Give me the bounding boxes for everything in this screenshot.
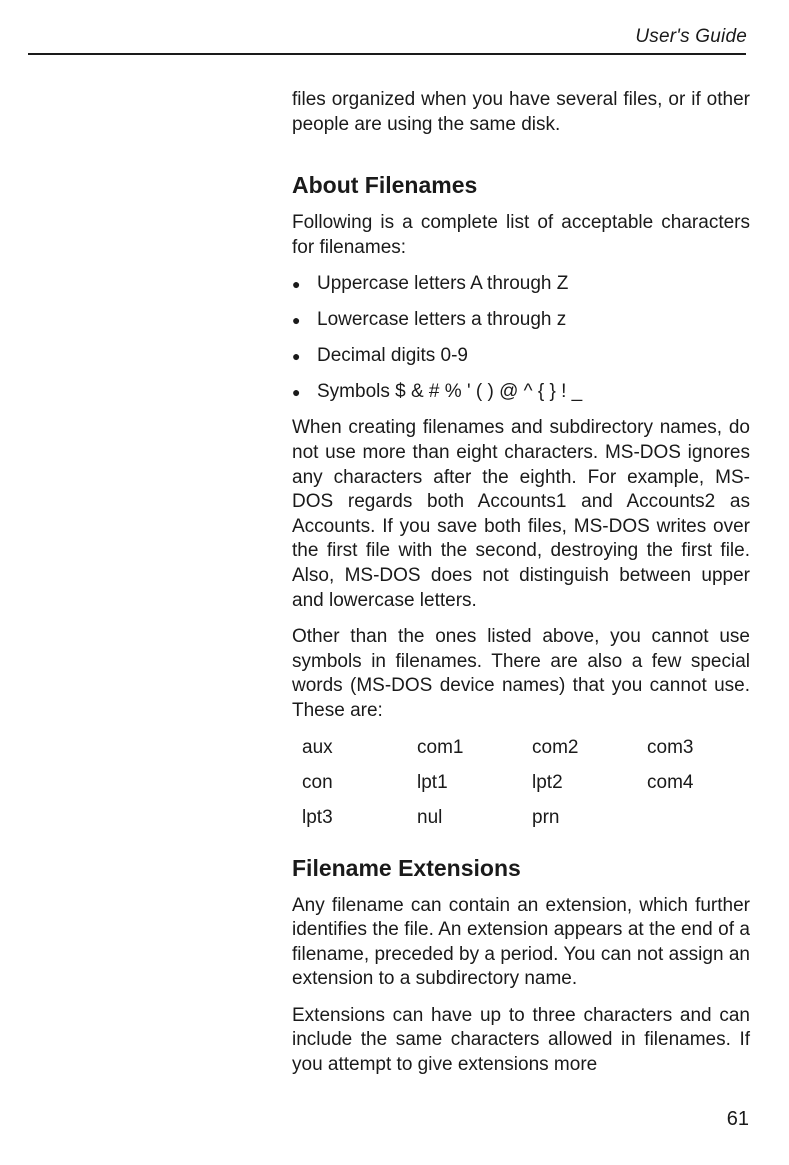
- bullet-icon: ●: [292, 312, 301, 329]
- device-name: con: [302, 771, 333, 793]
- list-item-text: Symbols $ & # % ' ( ) @ ^ { } ! _: [317, 381, 583, 403]
- device-name: lpt3: [302, 806, 333, 828]
- intro-paragraph: files organized when you have several files, or if other people are using the same disk.: [292, 89, 750, 135]
- list-item: [292, 344, 750, 368]
- page-content: [292, 88, 750, 1090]
- device-name: com2: [532, 736, 579, 758]
- list-item-text: Lowercase letters a through z: [317, 309, 567, 331]
- extension-rules-paragraph: Extensions can have up to three characters and can include the same characters allowed in filenames. If you attempt to give extensions more: [292, 1004, 750, 1076]
- section-heading-about-filenames: About Filenames: [292, 172, 478, 199]
- device-name: com1: [417, 736, 464, 758]
- running-header: User's Guide: [635, 26, 747, 47]
- acceptable-characters-list: [292, 272, 750, 404]
- device-names-grid: [302, 736, 750, 830]
- bullet-icon: ●: [292, 348, 301, 365]
- device-name: nul: [417, 806, 443, 828]
- bullet-icon: ●: [292, 276, 301, 293]
- device-name: com4: [647, 771, 694, 793]
- bullet-icon: ●: [292, 384, 301, 401]
- reserved-names-paragraph: Other than the ones listed above, you cannot use symbols in filenames. There are also a few special words (MS-DOS device names) that you cannot use. These are:: [292, 626, 750, 721]
- filenames-lead-paragraph: Following is a complete list of acceptable characters for filenames:: [292, 212, 750, 258]
- list-item: [292, 308, 750, 332]
- device-name: prn: [532, 806, 560, 828]
- filename-length-paragraph: When creating filenames and subdirectory names, do not use more than eight characters. MS-DOS ignores any characters after the eighth. For example, MS-DOS regards both Accounts1 and Accounts2 as Accounts. If you save both files, MS-DOS writes over the first file with the second, destroying the first file. Also, MS-DOS does not distinguish between upper and lowercase letters.: [292, 417, 750, 611]
- extension-intro-paragraph: Any filename can contain an extension, which further identifies the file. An extension appears at the end of a filename, preceded by a period. You can not assign an extension to a subdirectory name.: [292, 894, 750, 990]
- list-item-text: Uppercase letters A through Z: [317, 273, 569, 295]
- list-item-text: Decimal digits 0-9: [317, 345, 468, 367]
- device-name: lpt2: [532, 771, 563, 793]
- section-heading-filename-extensions: Filename Extensions: [292, 854, 521, 881]
- device-name: aux: [302, 736, 333, 758]
- device-name: com3: [647, 736, 694, 758]
- page-number: 61: [726, 1108, 749, 1130]
- list-item: [292, 272, 750, 296]
- header-rule: [28, 53, 746, 55]
- list-item: [292, 380, 750, 404]
- device-name: lpt1: [417, 771, 448, 793]
